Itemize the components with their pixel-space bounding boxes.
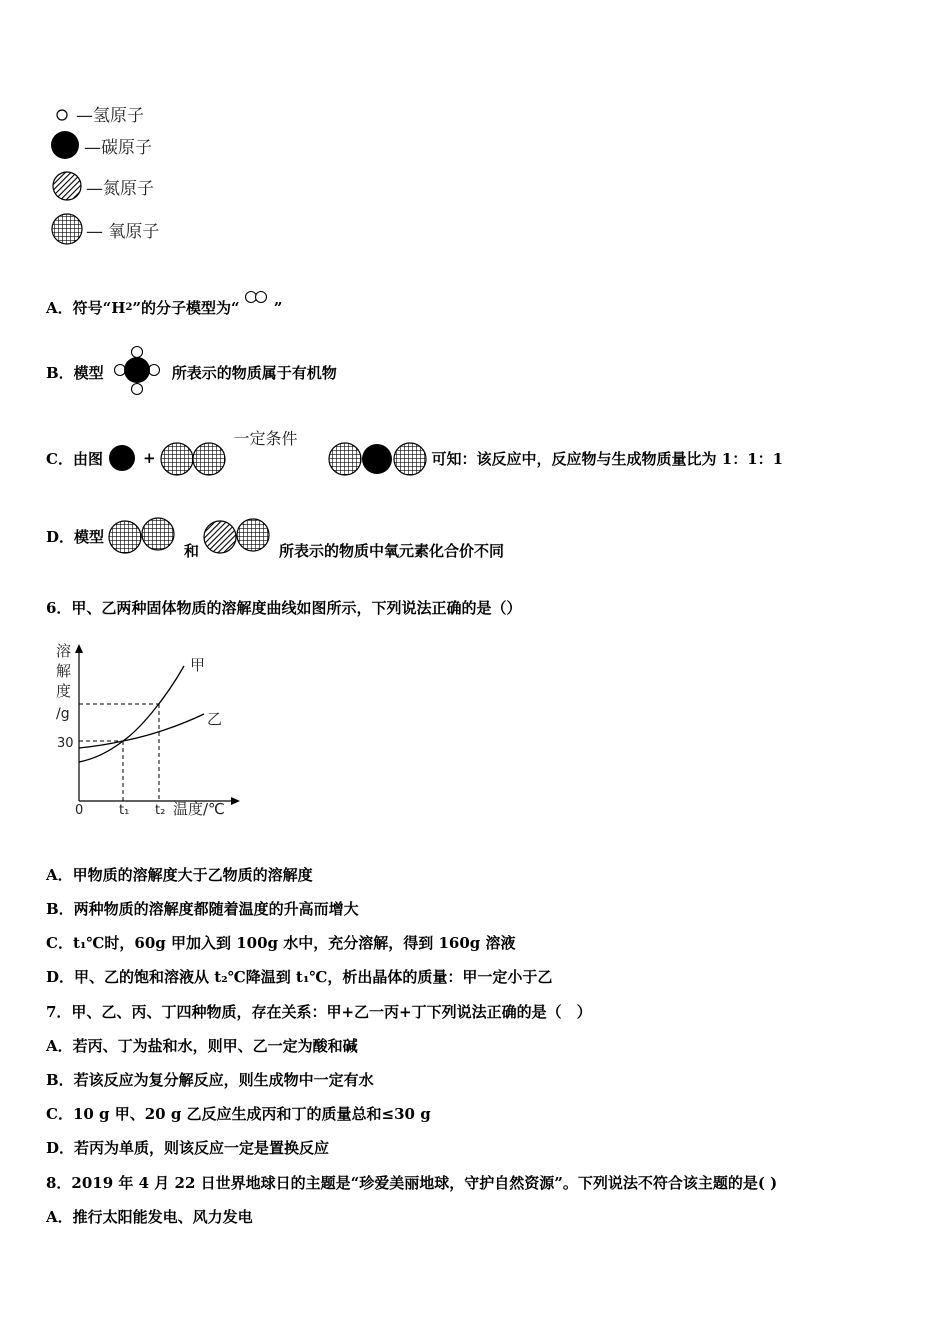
- q6-stem: 6．甲、乙两种固体物质的溶解度曲线如图所示，下列说法正确的是（）: [46, 599, 522, 617]
- q6-option-c[interactable]: C．t₁℃时，60g 甲加入到 100g 水中，充分溶解，得到 160g 溶液: [46, 934, 516, 952]
- q5-a-suffix: ”: [273, 298, 283, 317]
- x-tick-t2: t₂: [155, 803, 166, 818]
- y-tick-30: 30: [57, 736, 74, 751]
- h2-molecule-icon: [240, 287, 274, 311]
- curve-jia: [79, 666, 184, 762]
- legend-hydrogen-label: —氢原子: [76, 106, 144, 126]
- q7-option-a[interactable]: A．若丙、丁为盐和水，则甲、乙一定为酸和碱: [46, 1037, 358, 1055]
- legend-carbon: [50, 129, 152, 161]
- carbon-atom-icon: [50, 129, 84, 161]
- x-axis-arrow: [231, 797, 240, 805]
- o2-molecule-icon: [108, 516, 180, 558]
- y-axis-arrow: [75, 644, 83, 653]
- nitrogen-atom-icon: [50, 170, 86, 202]
- o2-molecule-icon: [160, 438, 232, 478]
- hydrogen-atom-icon: [50, 103, 76, 125]
- legend-oxygen-label: — 氧原子: [86, 221, 160, 242]
- ylabel-char-4: /g: [56, 706, 70, 722]
- q5-option-b[interactable]: [46, 344, 337, 400]
- q5-c-plus: +: [142, 449, 156, 467]
- q7-option-d[interactable]: D．若丙为单质，则该反应一定是置换反应: [46, 1139, 330, 1157]
- q6-option-b[interactable]: B．两种物质的溶解度都随着温度的升高而增大: [46, 900, 359, 918]
- ch4-molecule-icon: [108, 344, 168, 400]
- legend-carbon-label: —碳原子: [84, 137, 152, 158]
- x-axis-label: 温度/℃: [173, 800, 225, 818]
- q5-b-suffix: 所表示的物质属于有机物: [171, 363, 337, 382]
- ylabel-char-1: 溶: [56, 642, 72, 660]
- q6-option-d[interactable]: D．甲、乙的饱和溶液从 t₂℃降温到 t₁℃，析出晶体的质量：甲一定小于乙: [46, 968, 553, 986]
- origin-label: 0: [75, 803, 84, 818]
- q5-a-sub: 2: [125, 302, 133, 313]
- carbon-atom-icon: [107, 442, 139, 474]
- reaction-arrow: [232, 429, 328, 478]
- no-molecule-icon: [203, 516, 275, 558]
- x-tick-t1: t₁: [119, 803, 130, 818]
- q6-option-a[interactable]: A．甲物质的溶解度大于乙物质的溶解度: [46, 866, 313, 884]
- solubility-chart: [44, 636, 244, 826]
- q5-c-suffix: 可知：该反应中，反应物与生成物质量比为 1：1：1: [431, 449, 784, 468]
- q5-a-prefix: A．符号“H: [46, 299, 126, 317]
- q5-a-mid: ”的分子模型为“: [132, 299, 240, 317]
- q5-b-prefix: B．模型: [46, 363, 104, 382]
- series-label-yi: 乙: [207, 710, 223, 728]
- q8-option-a[interactable]: A．推行太阳能发电、风力发电: [46, 1208, 253, 1226]
- legend-oxygen: [50, 212, 159, 246]
- legend-nitrogen: [50, 170, 154, 202]
- curve-yi: [79, 714, 204, 748]
- q5-d-and: 和: [184, 542, 200, 560]
- q5-option-c[interactable]: [46, 429, 784, 478]
- q7-stem: 7．甲、乙、丙、丁四种物质，存在关系：甲+乙一丙+丁下列说法正确的是（ ）: [46, 1003, 592, 1021]
- reaction-condition: 一定条件: [233, 429, 298, 448]
- q5-c-prefix: C．由图: [46, 449, 103, 468]
- ylabel-char-3: 度: [56, 682, 72, 700]
- q5-option-a[interactable]: [46, 297, 282, 318]
- ylabel-char-2: 解: [56, 662, 72, 680]
- legend-nitrogen-label: —氮原子: [86, 178, 154, 199]
- q7-option-c[interactable]: C．10 g 甲、20 g 乙反应生成丙和丁的质量总和≤30 g: [46, 1105, 431, 1123]
- legend-hydrogen: [50, 101, 144, 126]
- series-label-jia: 甲: [190, 656, 206, 674]
- co2-molecule-icon: [328, 438, 428, 478]
- q7-option-b[interactable]: B．若该反应为复分解反应，则生成物中一定有水: [46, 1071, 374, 1089]
- q8-stem: 8．2019 年 4 月 22 日世界地球日的主题是“珍爱美丽地球，守护自然资源”。下列说法不符合该主题的是( ): [46, 1174, 778, 1192]
- q5-d-prefix: D．模型: [46, 528, 105, 546]
- q5-option-d[interactable]: [46, 512, 504, 561]
- q5-d-suffix: 所表示的物质中氧元素化合价不同: [279, 542, 505, 560]
- oxygen-atom-icon: [50, 212, 86, 246]
